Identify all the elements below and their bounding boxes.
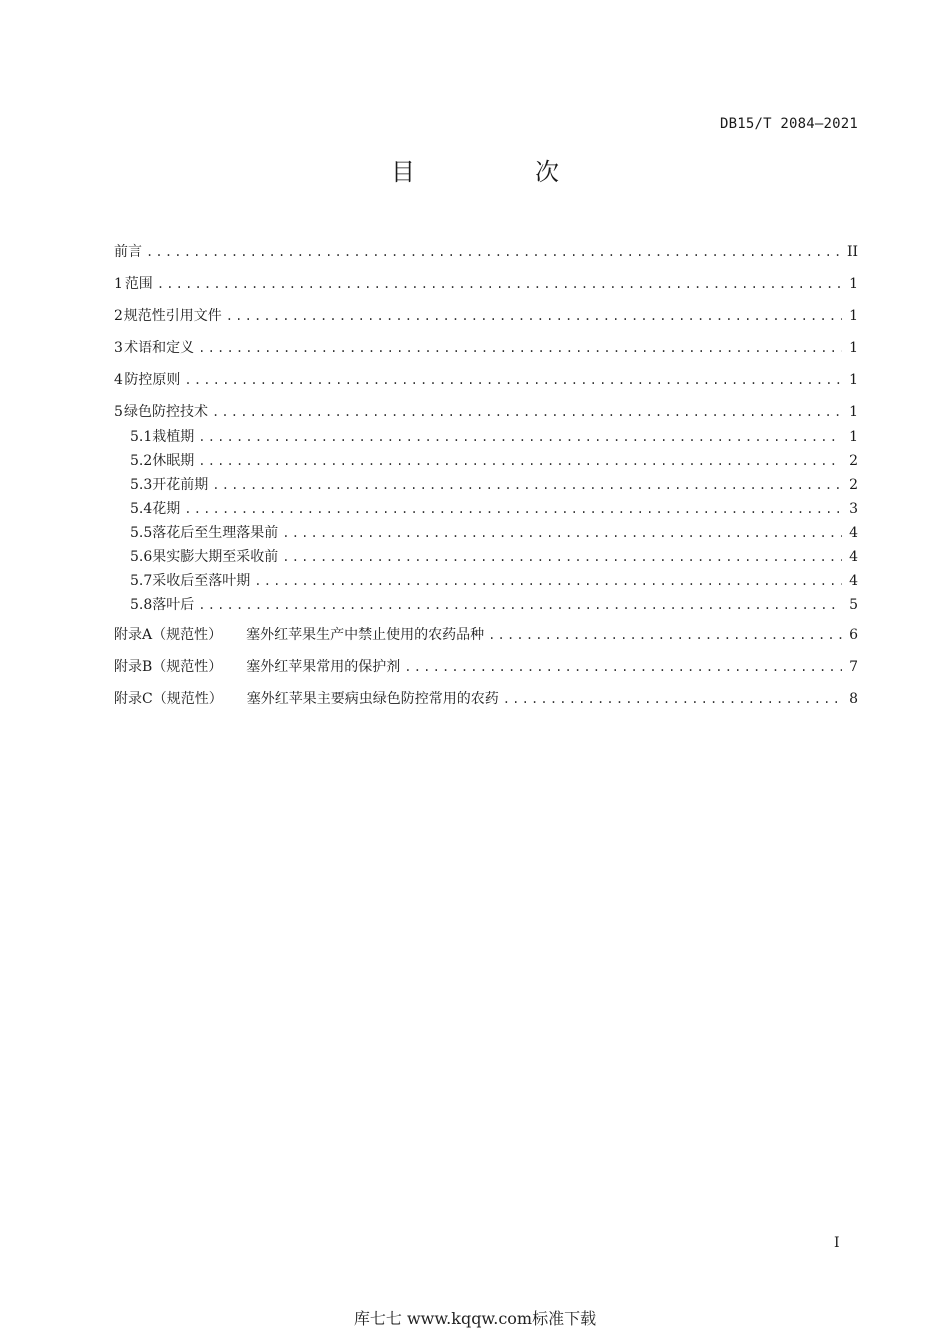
toc-entry-page: 7: [849, 659, 858, 675]
toc-entry-number: 3: [114, 340, 123, 356]
toc-leader-dots: [404, 657, 842, 677]
toc-entry-1[interactable]: [114, 274, 858, 294]
toc-entry-appendix-a[interactable]: [114, 625, 858, 645]
toc-entry-label: 塞外红苹果主要病虫绿色防控常用的农药: [246, 691, 499, 707]
toc-entry-5-3[interactable]: [130, 475, 858, 495]
toc-entry-number: 2: [114, 308, 123, 324]
toc-entry-page: 8: [849, 691, 858, 707]
toc-entry-page: 4: [849, 573, 858, 589]
toc-entry-label: 塞外红苹果常用的保护剂: [246, 659, 401, 675]
toc-leader-dots: [212, 402, 842, 422]
toc-leader-dots: [503, 689, 842, 709]
toc-leader-dots: [198, 451, 842, 471]
toc-entry-number: 5.7: [130, 573, 153, 589]
toc-leader-dots: [198, 338, 842, 358]
toc-leader-dots: [157, 274, 842, 294]
toc-entry-label: 术语和定义: [124, 340, 195, 356]
toc-entry-page: 1: [849, 404, 858, 420]
toc-entry-number: 5.6: [130, 549, 153, 565]
toc-entry-label: 开花前期: [152, 477, 209, 493]
toc-entry-number: 5: [114, 404, 123, 420]
toc-entry-page: 5: [849, 597, 858, 613]
toc-entry-2[interactable]: [114, 306, 858, 326]
toc-entry-appendix-b[interactable]: [114, 657, 858, 677]
toc-entry-page: 1: [849, 276, 858, 292]
toc-entry-5-8[interactable]: [130, 595, 858, 615]
toc-entry-page: 2: [849, 477, 858, 493]
toc-entry-5-5[interactable]: [130, 523, 858, 543]
toc-entry-label: 花期: [152, 501, 181, 517]
toc-entry-number: 5.1: [130, 429, 153, 445]
toc-entry-foreword[interactable]: [114, 242, 858, 262]
toc-entry-page: 6: [849, 627, 858, 643]
toc-entry-page: 1: [849, 340, 858, 356]
toc-entry-number: 5.3: [130, 477, 153, 493]
toc-entry-5-2[interactable]: [130, 451, 858, 471]
toc-entry-number: 5.4: [130, 501, 153, 517]
toc-entry-label: 防控原则: [124, 372, 181, 388]
toc-leader-dots: [198, 427, 842, 447]
toc-entry-label: 落花后至生理落果前: [152, 525, 279, 541]
toc-entry-page: 2: [849, 453, 858, 469]
toc-entry-label: 落叶后: [152, 597, 195, 613]
toc-entry-page: 1: [849, 429, 858, 445]
toc-entry-number: 5.5: [130, 525, 153, 541]
toc-entry-label: 规范性引用文件: [123, 308, 222, 324]
toc-leader-dots: [184, 499, 842, 519]
toc-leader-dots: [282, 523, 842, 543]
toc-entry-5-1[interactable]: [130, 427, 858, 447]
toc-entry-5[interactable]: [114, 402, 858, 422]
toc-entry-5-7[interactable]: [130, 571, 858, 591]
toc-entry-page: II: [846, 244, 858, 260]
toc-entry-number: 5.2: [130, 453, 153, 469]
page-title: 目 次: [391, 158, 607, 186]
toc-entry-label: 前言: [114, 244, 142, 260]
standard-code: DB15/T 2084—2021: [719, 116, 858, 132]
toc-leader-dots: [184, 370, 842, 390]
toc-entry-4[interactable]: [114, 370, 858, 390]
toc-entry-label: 采收后至落叶期: [152, 573, 251, 589]
footer-watermark-text: 库七七 www.kqqw.com标准下载: [353, 1309, 597, 1328]
toc-entry-page: 1: [849, 372, 858, 388]
toc-entry-number: 附录A（规范性）: [114, 627, 223, 643]
toc-entry-page: 4: [849, 549, 858, 565]
toc-entry-page: 4: [849, 525, 858, 541]
toc-entry-page: 1: [849, 308, 858, 324]
toc-entry-label: 栽植期: [152, 429, 195, 445]
toc-leader-dots: [226, 306, 842, 326]
toc-entry-5-6[interactable]: [130, 547, 858, 567]
toc-leader-dots: [282, 547, 842, 567]
toc-entry-number: 5.8: [130, 597, 153, 613]
page-number: I: [834, 1235, 840, 1251]
toc-entry-5-4[interactable]: [130, 499, 858, 519]
toc-entry-number: 4: [114, 372, 123, 388]
toc-leader-dots: [254, 571, 842, 591]
toc-entry-number: 1: [114, 276, 123, 292]
toc-entry-number: 附录B（规范性）: [114, 659, 223, 675]
toc-entry-label: 塞外红苹果生产中禁止使用的农药品种: [246, 627, 485, 643]
toc-entry-number: 附录C（规范性）: [114, 691, 223, 707]
toc-leader-dots: [488, 625, 842, 645]
toc-entry-label: 绿色防控技术: [123, 404, 208, 420]
toc-leader-dots: [198, 595, 842, 615]
toc-entry-label: 休眠期: [152, 453, 195, 469]
toc-entry-3[interactable]: [114, 338, 858, 358]
toc-leader-dots: [146, 242, 841, 262]
toc-entry-label: 果实膨大期至采收前: [152, 549, 279, 565]
toc-leader-dots: [212, 475, 842, 495]
toc-entry-page: 3: [849, 501, 858, 517]
toc-entry-label: 范围: [124, 276, 153, 292]
toc-entry-appendix-c[interactable]: [114, 689, 858, 709]
